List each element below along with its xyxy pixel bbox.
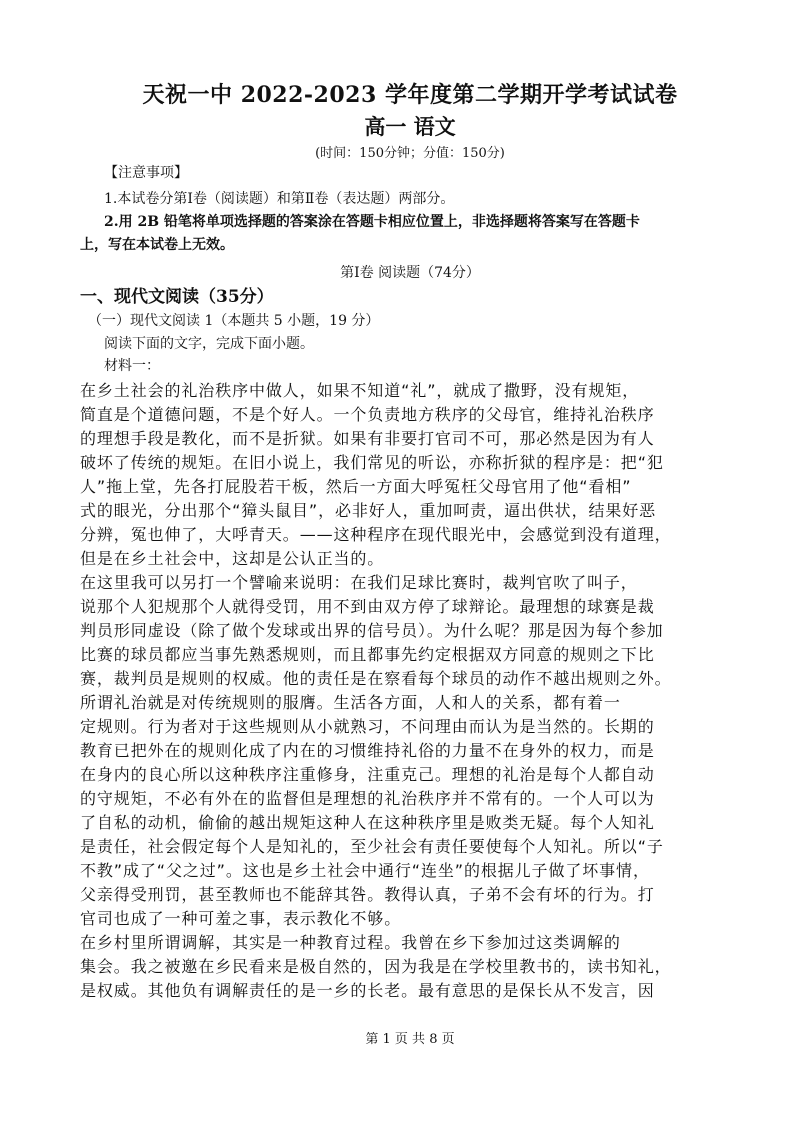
- passage-line: 但是在乡土社会中，这却是公认正当的。: [80, 549, 385, 568]
- page-number: 第 1 页 共 8 页: [365, 1032, 455, 1047]
- passage-line: 说那个人犯规那个人就得受罚，用不到由双方停了球辩论。最理想的球赛是裁: [80, 597, 655, 616]
- passage-line: 判员形同虚设（除了做个发球或出界的信号员）。为什么呢？那是因为每个参加: [80, 621, 664, 640]
- volume-title: 第Ⅰ卷 阅读题（74分）: [340, 265, 480, 281]
- sub-heading: （一）现代文阅读 1（本题共 5 小题，19 分）: [88, 313, 380, 329]
- passage-line: 不教”成了“父之过”。这也是乡土社会中通行“连坐”的根据儿子做了坏事情，: [80, 861, 650, 880]
- notice-item-2-line-1: 2.用 2B 铅笔将单项选择题的答案涂在答题卡相应位置上，非选择题将答案写在答题卡: [104, 214, 640, 230]
- passage-line: 定规则。行为者对于这些规则从小就熟习，不问理由而认为是当然的。长期的: [80, 717, 655, 736]
- material-label: 材料一：: [104, 358, 160, 374]
- passage-line: 官司也成了一种可羞之事，表示教化不够。: [80, 909, 402, 928]
- passage-line: 所谓礼治就是对传统规则的服膺。生活各方面，人和人的关系，都有着一: [80, 693, 621, 712]
- passage-line: 在身内的良心所以这种秩序注重修身，注重克己。理想的礼治是每个人都自动: [80, 765, 655, 784]
- passage-line: 在这里我可以另打一个譬喻来说明：在我们足球比赛时，裁判官吹了叫子，: [80, 573, 638, 592]
- notice-item-2-line-2: 上，写在本试卷上无效。: [80, 237, 234, 253]
- passage-line: 比赛的球员都应当事先熟悉规则，而且都事先约定根据双方同意的规则之下比: [80, 645, 655, 664]
- passage-line: 父亲得受刑罚，甚至教师也不能辞其咎。教得认真，子弟不会有坏的行为。打: [80, 885, 655, 904]
- passage-line: 是权威。其他负有调解责任的是一乡的长老。最有意思的是保长从不发言，因: [80, 981, 655, 1000]
- notice-item-1: 1.本试卷分第Ⅰ卷（阅读题）和第Ⅱ卷（表达题）两部分。: [104, 191, 455, 207]
- passage-line: 在乡村里所谓调解，其实是一种教育过程。我曾在乡下参加过这类调解的: [80, 933, 621, 952]
- passage-line: 是责任，社会假定每个人是知礼的，至少社会有责任要使每个人知礼。所以“子: [80, 837, 664, 856]
- passage-line: 赛，裁判员是规则的权威。他的责任是在察看每个球员的动作不越出规则之外。: [80, 669, 672, 688]
- passage-line: 式的眼光，分出那个“獐头鼠目”，必非好人，重加呵责，逼出供状，结果好恶: [80, 501, 657, 520]
- passage-line: 人”拖上堂，先各打屁股若干板，然后一方面大呼冤枉父母官用了他“看相”: [80, 477, 632, 496]
- exam-title: 天祝一中 2022-2023 学年度第二学期开学考试试卷: [142, 82, 678, 108]
- passage-line: 简直是个道德问题，不是个好人。一个负责地方秩序的父母官，维持礼治秩序: [80, 405, 655, 424]
- notice-heading: 【注意事项】: [104, 165, 188, 181]
- part-heading: 一、现代文阅读（35分）: [80, 287, 274, 307]
- passage-line: 在乡土社会的礼治秩序中做人，如果不知道“礼”，就成了撒野，没有规矩，: [80, 381, 640, 400]
- reading-instruction: 阅读下面的文字，完成下面小题。: [104, 336, 314, 352]
- exam-subtitle: 高一 语文: [364, 114, 456, 139]
- passage-line: 教育已把外在的规则化成了内在的习惯维持礼俗的力量不在身外的权力，而是: [80, 741, 655, 760]
- passage-line: 的理想手段是教化，而不是折狱。如果有非要打官司不可，那必然是因为有人: [80, 429, 655, 448]
- passage-line: 了自私的动机，偷偷的越出规矩这种人在这种秩序里是败类无疑。每个人知礼: [80, 813, 655, 832]
- passage-line: 的守规矩，不必有外在的监督但是理想的礼治秩序并不常有的。一个人可以为: [80, 789, 655, 808]
- passage-line: 破坏了传统的规矩。在旧小说上，我们常见的听讼，亦称折狱的程序是：把“犯: [80, 453, 664, 472]
- time-score-info: (时间：150分钟；分值：150分): [315, 146, 505, 161]
- passage-line: 分辨，冤也伸了，大呼青天。——这种程序在现代眼光中，会感觉到没有道理，: [80, 525, 672, 544]
- passage-line: 集会。我之被邀在乡民看来是极自然的，因为我是在学校里教书的，读书知礼，: [80, 957, 672, 976]
